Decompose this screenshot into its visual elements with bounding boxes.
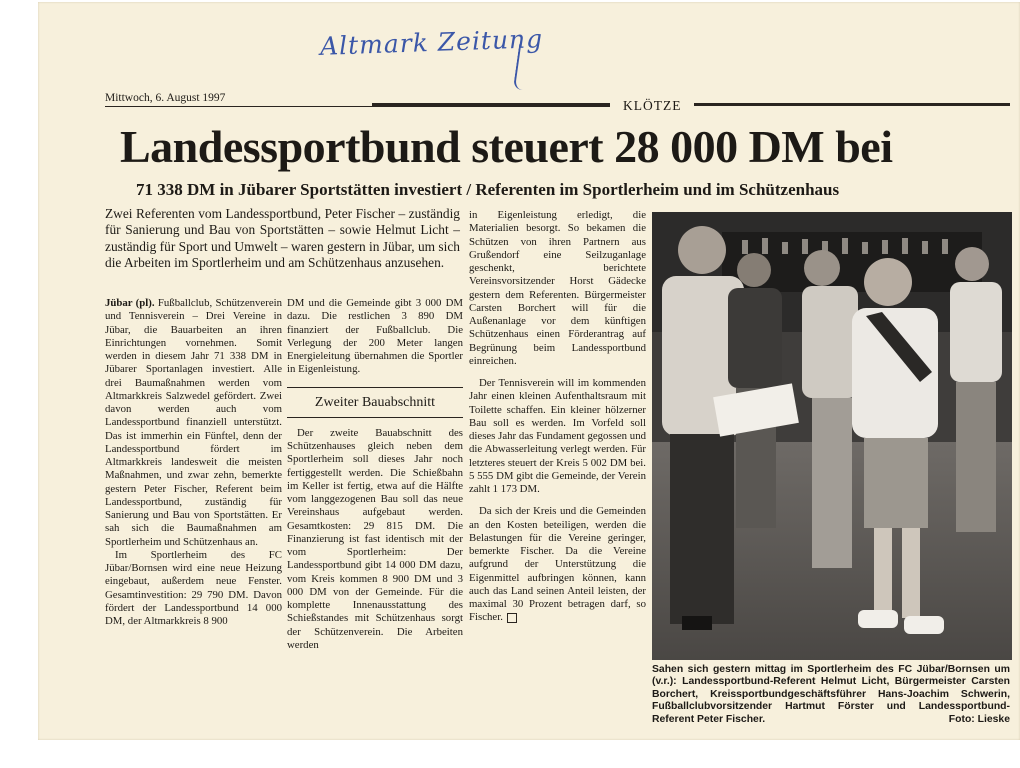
column-3-paragraph-1: in Eigenleistung erledigt, die Materialien besorgt. So bekamen die Schützen von ihren Partnern aus Grußendorf eine Seilzuganlage geschenkt, berichtete Vereinsvorsitzender Horst Gädecke gestern dem Referenten. Bürgermeister Carsten Borchert will für die Außenanlage vor dem künftigen Schützenhaus einen Förderantrag auf Begrünung beim Landessportbund einreichen. [469, 209, 646, 367]
issue-date: Mittwoch, 6. August 1997 [105, 92, 226, 104]
caption-text: Sahen sich gestern mittag im Sportlerheim des FC Jübar/Bornsen um (v.r.): Landessportbund-Referent Helmut Licht, Bürgermeister Carsten Borchert, Kreissportbundgeschäftsführer Hans-Joachim Schwerin, Fußballclubvorsitzender Hartmut Förster und Landessportbund-Referent Peter Fischer. [652, 664, 1010, 725]
article-end-mark [507, 613, 517, 623]
news-photo [652, 212, 1012, 660]
column-1-paragraph-2: Im Sportlerheim des FC Jübar/Bornsen wird eine neue Heizung eingebaut, außerdem neue Fenster. Gesamtinvestition: 29 790 DM. Davon fördert der Landessportbund 14 000 DM, der Altmarkkreis 8 900 [105, 548, 282, 627]
column-1-paragraph-1 [105, 297, 282, 549]
column-2-paragraph-1: DM und die Gemeinde gibt 3 000 DM dazu. Die restlichen 3 890 DM finanziert der Fußballclub. Die Verlegung der 200 Meter langen Energieleitung übernahmen die Sportler in Eigenleistung. [287, 297, 463, 376]
column-3-paragraph-3 [469, 505, 646, 624]
header-rule-left [105, 106, 610, 107]
subsection-heading: Zweiter Bauabschnitt [287, 387, 463, 418]
intro-paragraph: Zwei Referenten vom Landessportbund, Peter Fischer – zuständig für Sanierung und Bau von Sportstätten – sowie Helmut Licht – zuständig für Sport und Umwelt – waren gestern in Jübar, um sich die Arbeiten im Sportlerheim und am Schützenhaus anzusehen. [105, 206, 460, 270]
photo-credit: Foto: Lieske [948, 713, 1010, 725]
header-rule-left-bold [372, 103, 610, 106]
header-rule-right [694, 103, 1010, 106]
article-column-1 [105, 297, 282, 628]
column-2-paragraph-2: Der zweite Bauabschnitt des Schützenhauses gleich neben dem Sportlerheim soll dieses Jahr noch fertiggestellt werden. Die Schießbahn im Keller ist fertig, etwa auf die Hälfte vom langgezogenen Bau soll das neue Vereinshaus aufgebaut werden. Gesamtkosten: 29 815 DM. Die Finanzierung ist fast identisch mit der vom Sportlerheim: Der Landessportbund gibt 14 000 DM dazu, vom Kreis kommen 8 900 DM und 3 000 DM von der Gemeinde. Für die komplette Innenausstattung des Schießstandes mit Schützenhaus sorgt der Schützenverein. Die Arbeiten werden [287, 426, 463, 651]
headline: Landessportbund steuert 28 000 DM bei [120, 121, 893, 172]
dateline: Jübar (pl). [105, 297, 155, 309]
column-1-text-1: Fußballclub, Schützenverein und Tennisverein – Drei Vereine in Jübar, die Bauarbeiten an ihren Einrichtungen vornehmen. Somit werden in diesem Jahr 71 338 DM in Jübarer Sportanlagen investiert. Alle drei Baumaßnahmen werden vom Altmarkkreis Salzwedel gefördert. Zwei davon werden auch vom Landessportbund finanziell unterstützt. Das ist immerhin ein Fünftel, denn der Landessportbund fördert im Altmarkkreis landesweit die meisten Maßnahmen, und zwar zehn, bemerkte gestern Peter Fischer, Referent beim Landessportbund, zuständig für Sanierung und Bau von Sportstätten. Er sah sich die Baumaßnahmen am Sportlerheim und Schützenhaus an. [105, 297, 283, 548]
column-3-text-3: Da sich der Kreis und die Gemeinden an den Kosten beteiligen, werden die Belastungen für die Vereine geringer, bemerkte Fischer. Da die Vereine aufgrund der Unterstützung die Eigenmittel aufbringen können, kann auch das Land seinen Anteil leisten, der maximal 30 Prozent betragen darf, so Fischer. [469, 505, 646, 624]
article-column-3 [469, 209, 646, 625]
person-right [950, 247, 1002, 532]
subheadline: 71 338 DM in Jübarer Sportstätten investiert / Referenten im Sportlerheim und im Schützenhaus [136, 180, 840, 199]
handwritten-source-note: Altmark Zeitung [319, 24, 544, 61]
article-column-2 [287, 297, 463, 652]
column-3-paragraph-2: Der Tennisverein will im kommenden Jahr einen kleinen Aufenthaltsraum mit Toilette schaffen. Ein kleiner hölzerner Bau soll es werden. Im Vorfeld soll dieses Jahr das Fundament gegossen und die Abwasserleitung verlegt werden. Für letzteres steuert der Kreis 5 002 DM bei. 5 555 DM gibt die Gemeinde, der Verein zahlt 1 173 DM. [469, 377, 646, 495]
photo-caption [652, 664, 1010, 726]
photo-illustration [652, 212, 1012, 660]
section-label: KLÖTZE [623, 98, 682, 113]
